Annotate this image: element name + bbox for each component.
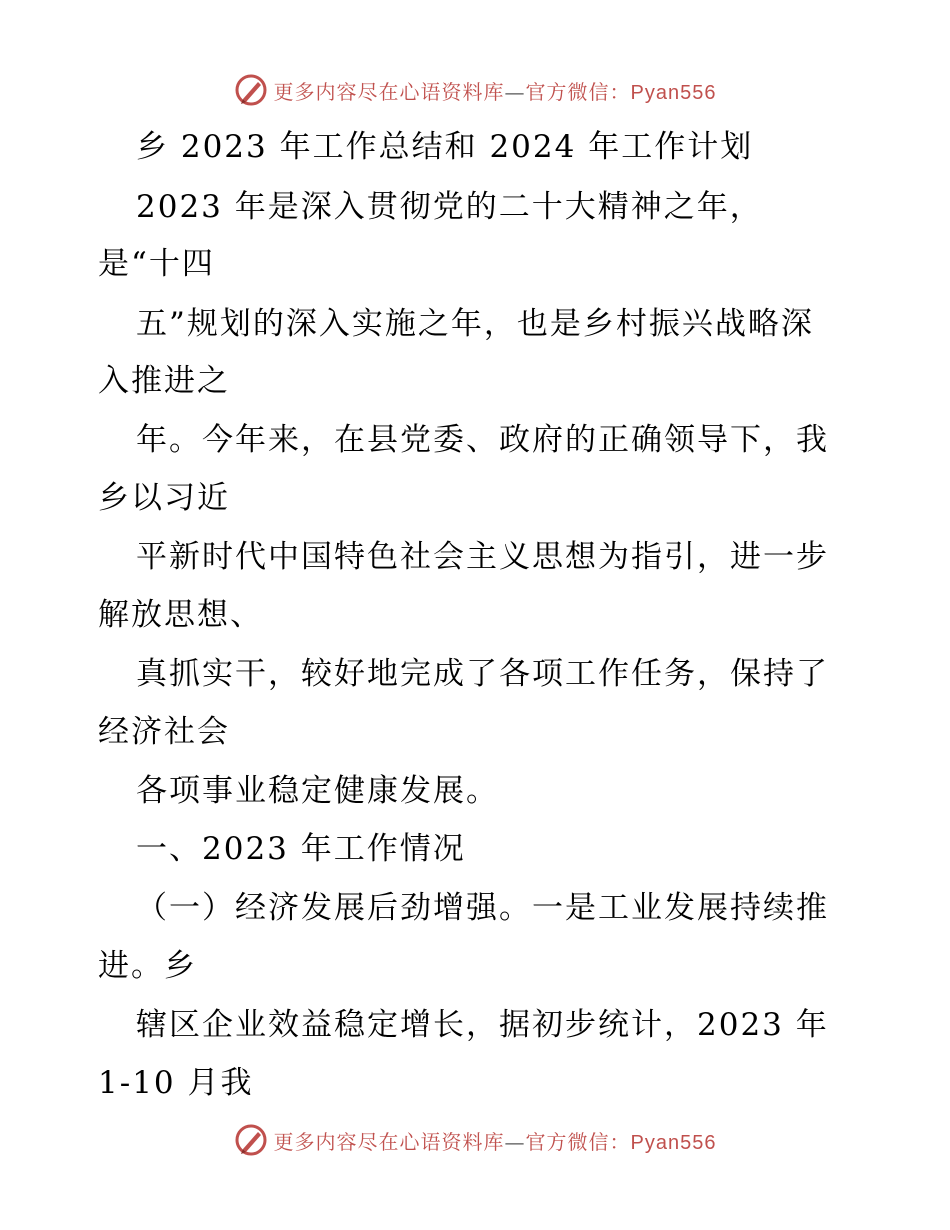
section-heading: 一、2023 年工作情况 (136, 831, 466, 867)
banner-suffix: 官方微信： (525, 79, 631, 104)
banner-text (274, 1126, 717, 1155)
paragraph-line: 平新时代中国特色社会主义思想为指引，进一步 (136, 539, 829, 575)
paragraph-line: 2023 年是深入贯彻党的二十大精神之年， (136, 189, 763, 225)
paragraph-line: 乡以习近 (98, 480, 230, 516)
paragraph-line: 经济社会 (98, 714, 230, 750)
banner-dash: — (504, 1129, 526, 1154)
banner-title: 更多内容尽在心语资料库 (273, 1129, 505, 1154)
paragraph-line: 1-10 月我 (98, 1065, 254, 1101)
banner-title: 更多内容尽在心语资料库 (273, 79, 505, 104)
banner-suffix: 官方微信： (525, 1129, 631, 1154)
paragraph-line: 入推进之 (98, 363, 230, 399)
paragraph-line: 解放思想、 (98, 597, 263, 633)
paragraph-line: 各项事业稳定健康发展。 (136, 773, 499, 809)
document-title: 乡 2023 年工作总结和 2024 年工作计划 (136, 129, 754, 165)
banner-handle: Pyan556 (630, 1131, 717, 1154)
pen-logo-icon (234, 1123, 268, 1157)
footer-banner (0, 1120, 950, 1160)
banner-handle: Pyan556 (630, 81, 717, 104)
paragraph-line: （一）经济发展后劲增强。一是工业发展持续推 (136, 890, 829, 926)
paragraph-line: 真抓实干，较好地完成了各项工作任务，保持了 (136, 656, 829, 692)
paragraph-line: 五”规划的深入实施之年，也是乡村振兴战略深 (136, 306, 814, 342)
banner-dash: — (504, 79, 526, 104)
paragraph-line: 辖区企业效益稳定增长，据初步统计，2023 年 (136, 1007, 829, 1043)
paragraph-line: 年。今年来，在县党委、政府的正确领导下，我 (136, 422, 829, 458)
paragraph-line: 是“十四 (98, 246, 215, 282)
paragraph-line: 进。乡 (98, 948, 197, 984)
